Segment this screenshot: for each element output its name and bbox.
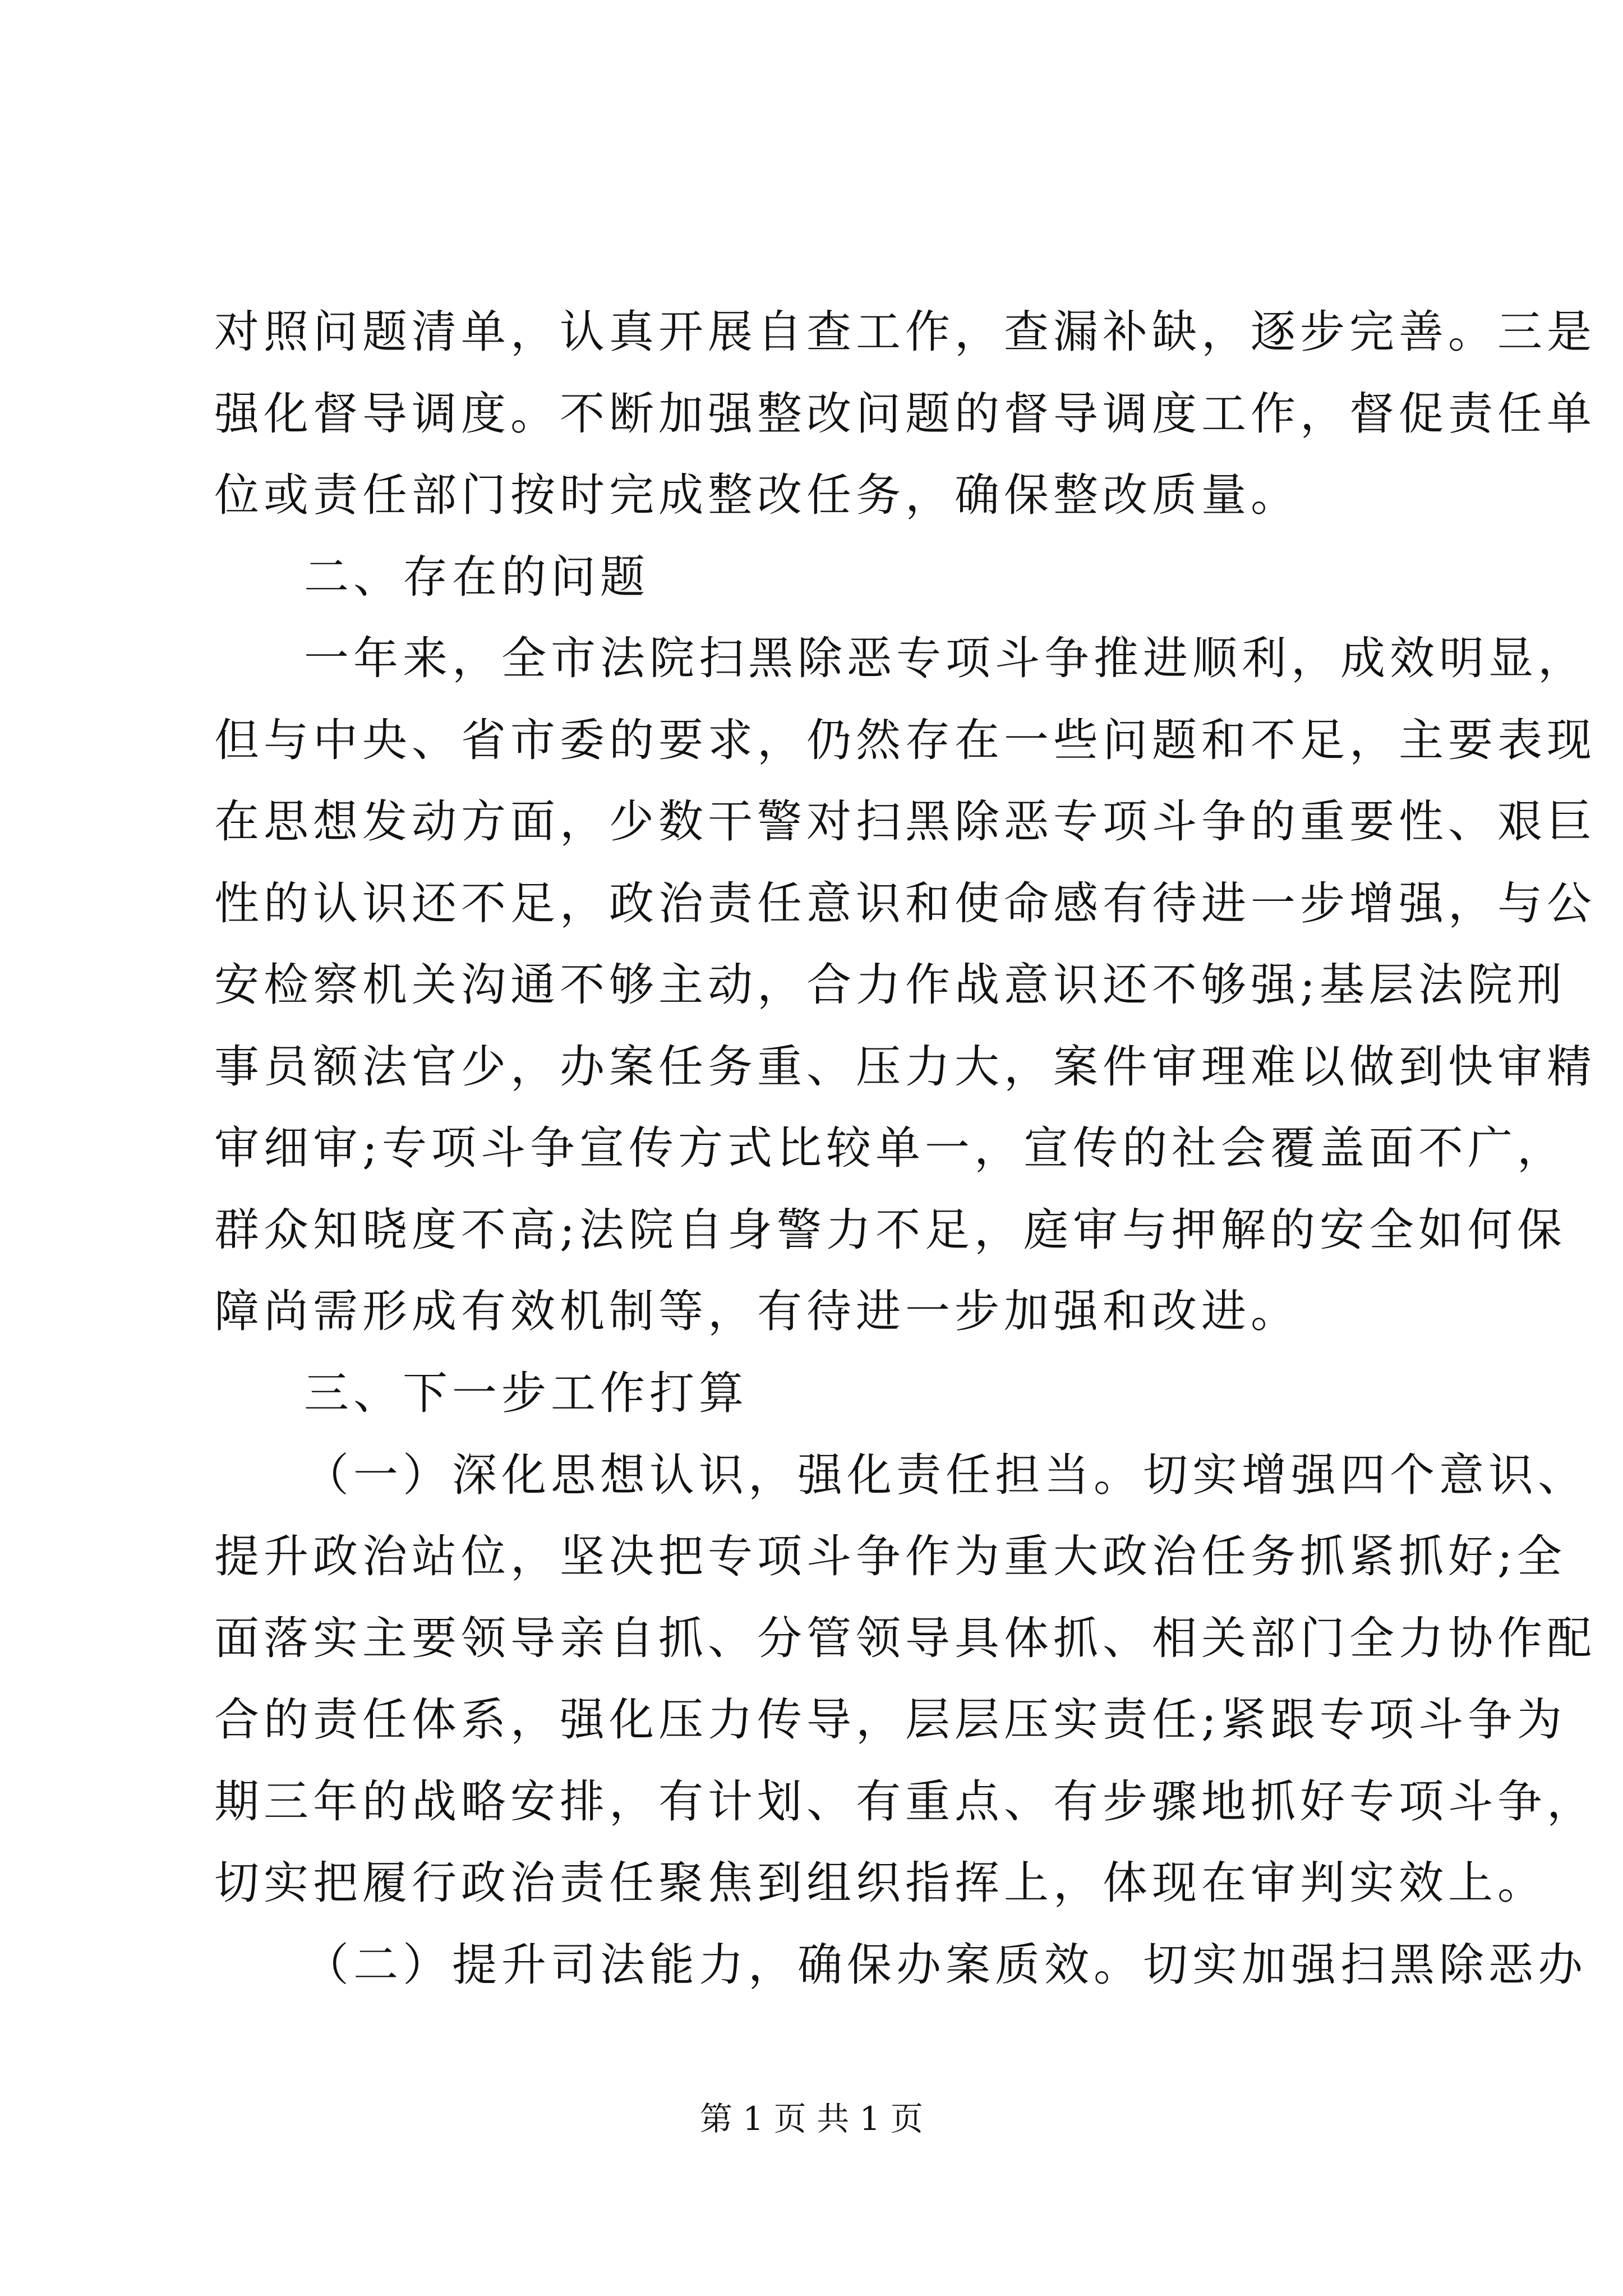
text-line: 提升政治站位，坚决把专项斗争作为重大政治任务抓紧抓好;全	[214, 1530, 1566, 1582]
text-line: （二）提升司法能力，确保办案质效。切实加强扫黑除恶办	[304, 1939, 1587, 1991]
text-line: 群众知晓度不高;法院自身警力不足，庭审与押解的安全如何保	[214, 1204, 1566, 1256]
text-line: 位或责任部门按时完成整改任务，确保整改质量。	[214, 469, 1300, 521]
text-line: 面落实主要领导亲自抓、分管领导具体抓、相关部门全力协作配	[214, 1612, 1596, 1664]
text-line: 对照问题清单，认真开展自查工作，查漏补缺，逐步完善。三是	[214, 306, 1596, 358]
section-heading: 三、下一步工作打算	[304, 1367, 748, 1419]
text-line: 障尚需形成有效机制等，有待进一步加强和改进。	[214, 1285, 1300, 1337]
text-line: 强化督导调度。不断加强整改问题的督导调度工作，督促责任单	[214, 388, 1596, 440]
text-line: 但与中央、省市委的要求，仍然存在一些问题和不足，主要表现	[214, 714, 1596, 766]
page-footer: 第 1 页 共 1 页	[700, 2100, 923, 2138]
text-line: 期三年的战略安排，有计划、有重点、有步骤地抓好专项斗争，	[214, 1775, 1596, 1828]
text-line: 性的认识还不足，政治责任意识和使命感有待进一步增强，与公	[214, 877, 1596, 930]
text-line: 合的责任体系，强化压力传导，层层压实责任;紧跟专项斗争为	[214, 1694, 1566, 1746]
text-line: 审细审;专项斗争宣传方式比较单一，宣传的社会覆盖面不广，	[214, 1122, 1566, 1174]
text-line: 一年来，全市法院扫黑除恶专项斗争推进顺利，成效明显，	[304, 632, 1587, 684]
text-line: 事员额法官少，办案任务重、压力大，案件审理难以做到快审精	[214, 1041, 1596, 1093]
text-line: 切实把履行政治责任聚焦到组织指挥上，体现在审判实效上。	[214, 1857, 1547, 1909]
section-heading: 二、存在的问题	[304, 551, 649, 603]
text-line: 安检察机关沟通不够主动，合力作战意识还不够强;基层法院刑	[214, 959, 1566, 1011]
text-line: （一）深化思想认识，强化责任担当。切实增强四个意识、	[304, 1449, 1587, 1501]
text-line: 在思想发动方面，少数干警对扫黑除恶专项斗争的重要性、艰巨	[214, 795, 1596, 848]
